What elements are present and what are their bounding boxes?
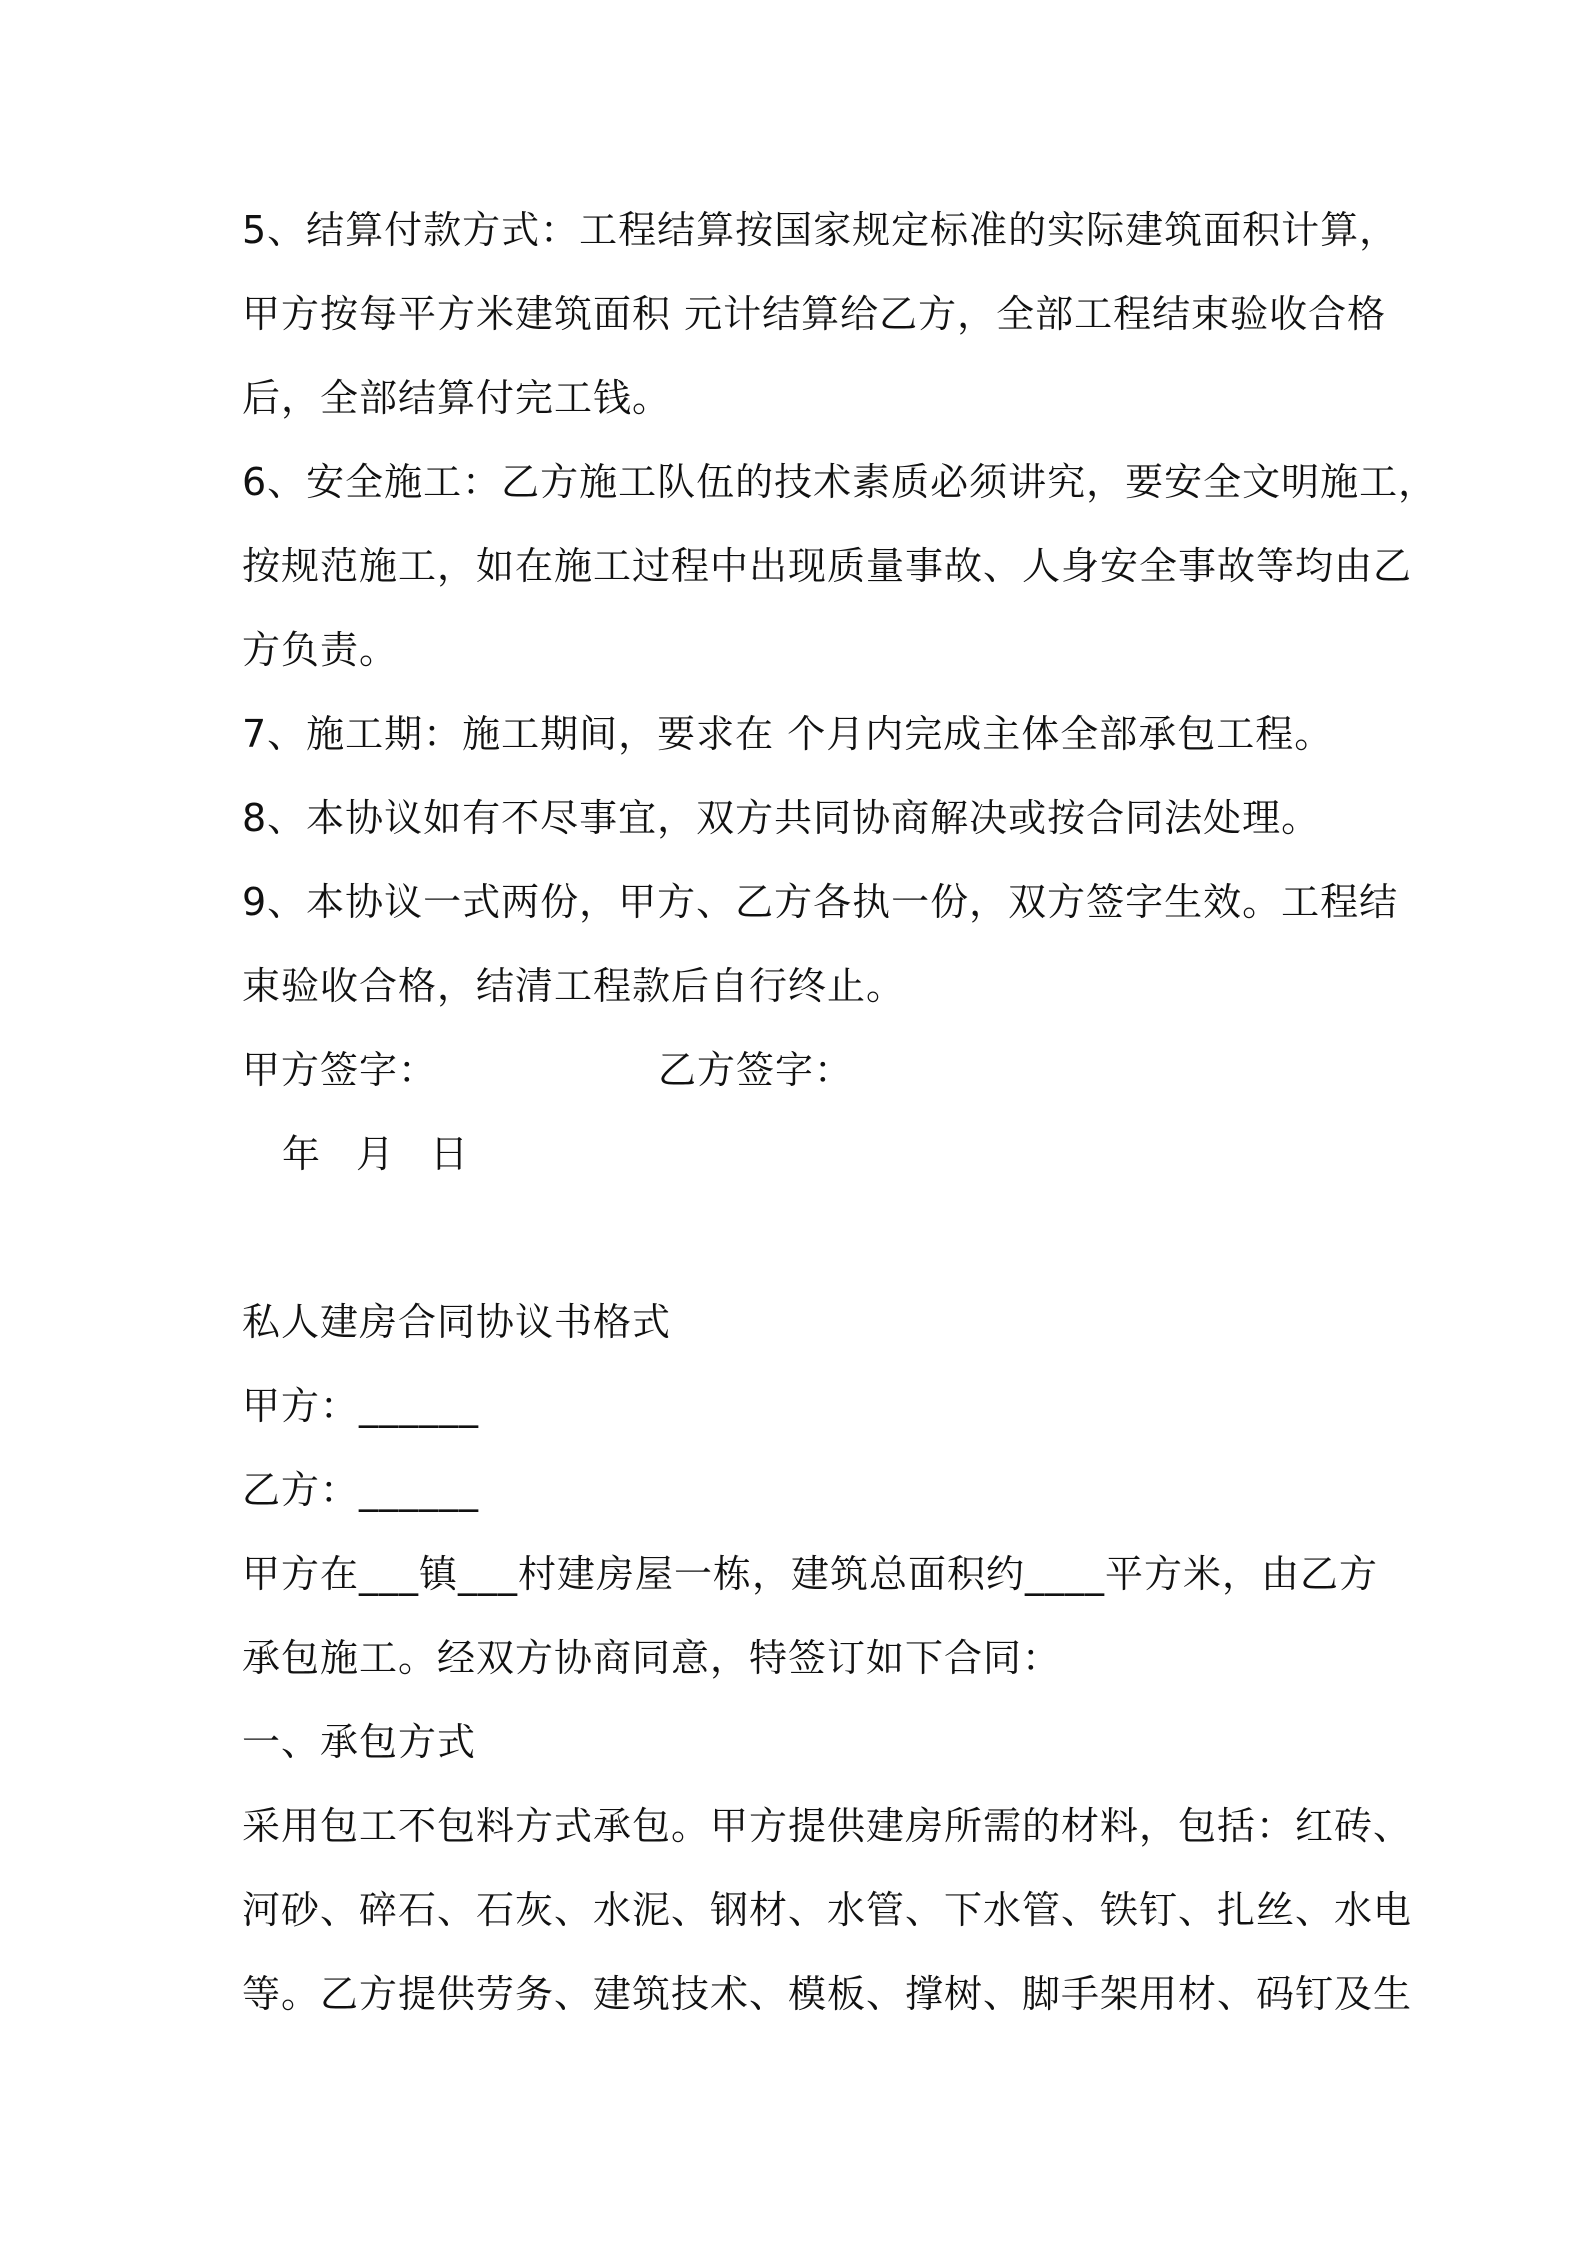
clause-9-line-2: 束验收合格，结清工程款后自行终止。 [242,964,906,1008]
party-b-field: 乙方：______ [242,1468,480,1512]
clause-9-line-1: 9、本协议一式两份，甲方、乙方各执一份，双方签字生效。工程结 [242,880,1399,924]
clause-5-line-2: 甲方按每平方米建筑面积 元计结算给乙方，全部工程结束验收合格 [242,292,1387,336]
clause-6-line-2: 按规范施工，如在施工过程中出现质量事故、人身安全事故等均由乙 [242,544,1413,588]
contract-title: 私人建房合同协议书格式 [242,1300,672,1344]
contract-method-line-2: 河砂、碎石、石灰、水泥、钢材、水管、下水管、铁钉、扎丝、水电 [242,1888,1413,1932]
contract-method-line-3: 等。乙方提供劳务、建筑技术、模板、撑树、脚手架用材、码钉及生 [242,1972,1413,2016]
contract-method-line-1: 采用包工不包料方式承包。甲方提供建房所需的材料，包括：红砖、 [242,1804,1413,1848]
clause-6-line-3: 方负责。 [242,628,399,672]
clause-7: 7、施工期：施工期间，要求在 个月内完成主体全部承包工程。 [242,712,1334,756]
date-day: 日 [430,1132,470,1176]
signature-party-b: 乙方签字： [658,1048,854,1092]
date-month: 月 [356,1132,396,1176]
signature-party-a: 甲方签字： [242,1048,438,1092]
clause-5-line-3: 后，全部结算付完工钱。 [242,376,672,420]
section-heading-contract-method: 一、承包方式 [242,1720,477,1764]
clause-5-line-1: 5、结算付款方式：工程结算按国家规定标准的实际建筑面积计算， [242,208,1399,252]
party-a-field: 甲方：______ [242,1384,480,1428]
contract-intro-line-1: 甲方在___镇___村建房屋一栋，建筑总面积约____平方米，由乙方 [242,1552,1379,1596]
clause-6-line-1: 6、安全施工：乙方施工队伍的技术素质必须讲究，要安全文明施工， [242,460,1438,504]
contract-intro-line-2: 承包施工。经双方协商同意，特签订如下合同： [242,1636,1062,1680]
date-year: 年 [282,1132,322,1176]
clause-8: 8、本协议如有不尽事宜，双方共同协商解决或按合同法处理。 [242,796,1321,840]
